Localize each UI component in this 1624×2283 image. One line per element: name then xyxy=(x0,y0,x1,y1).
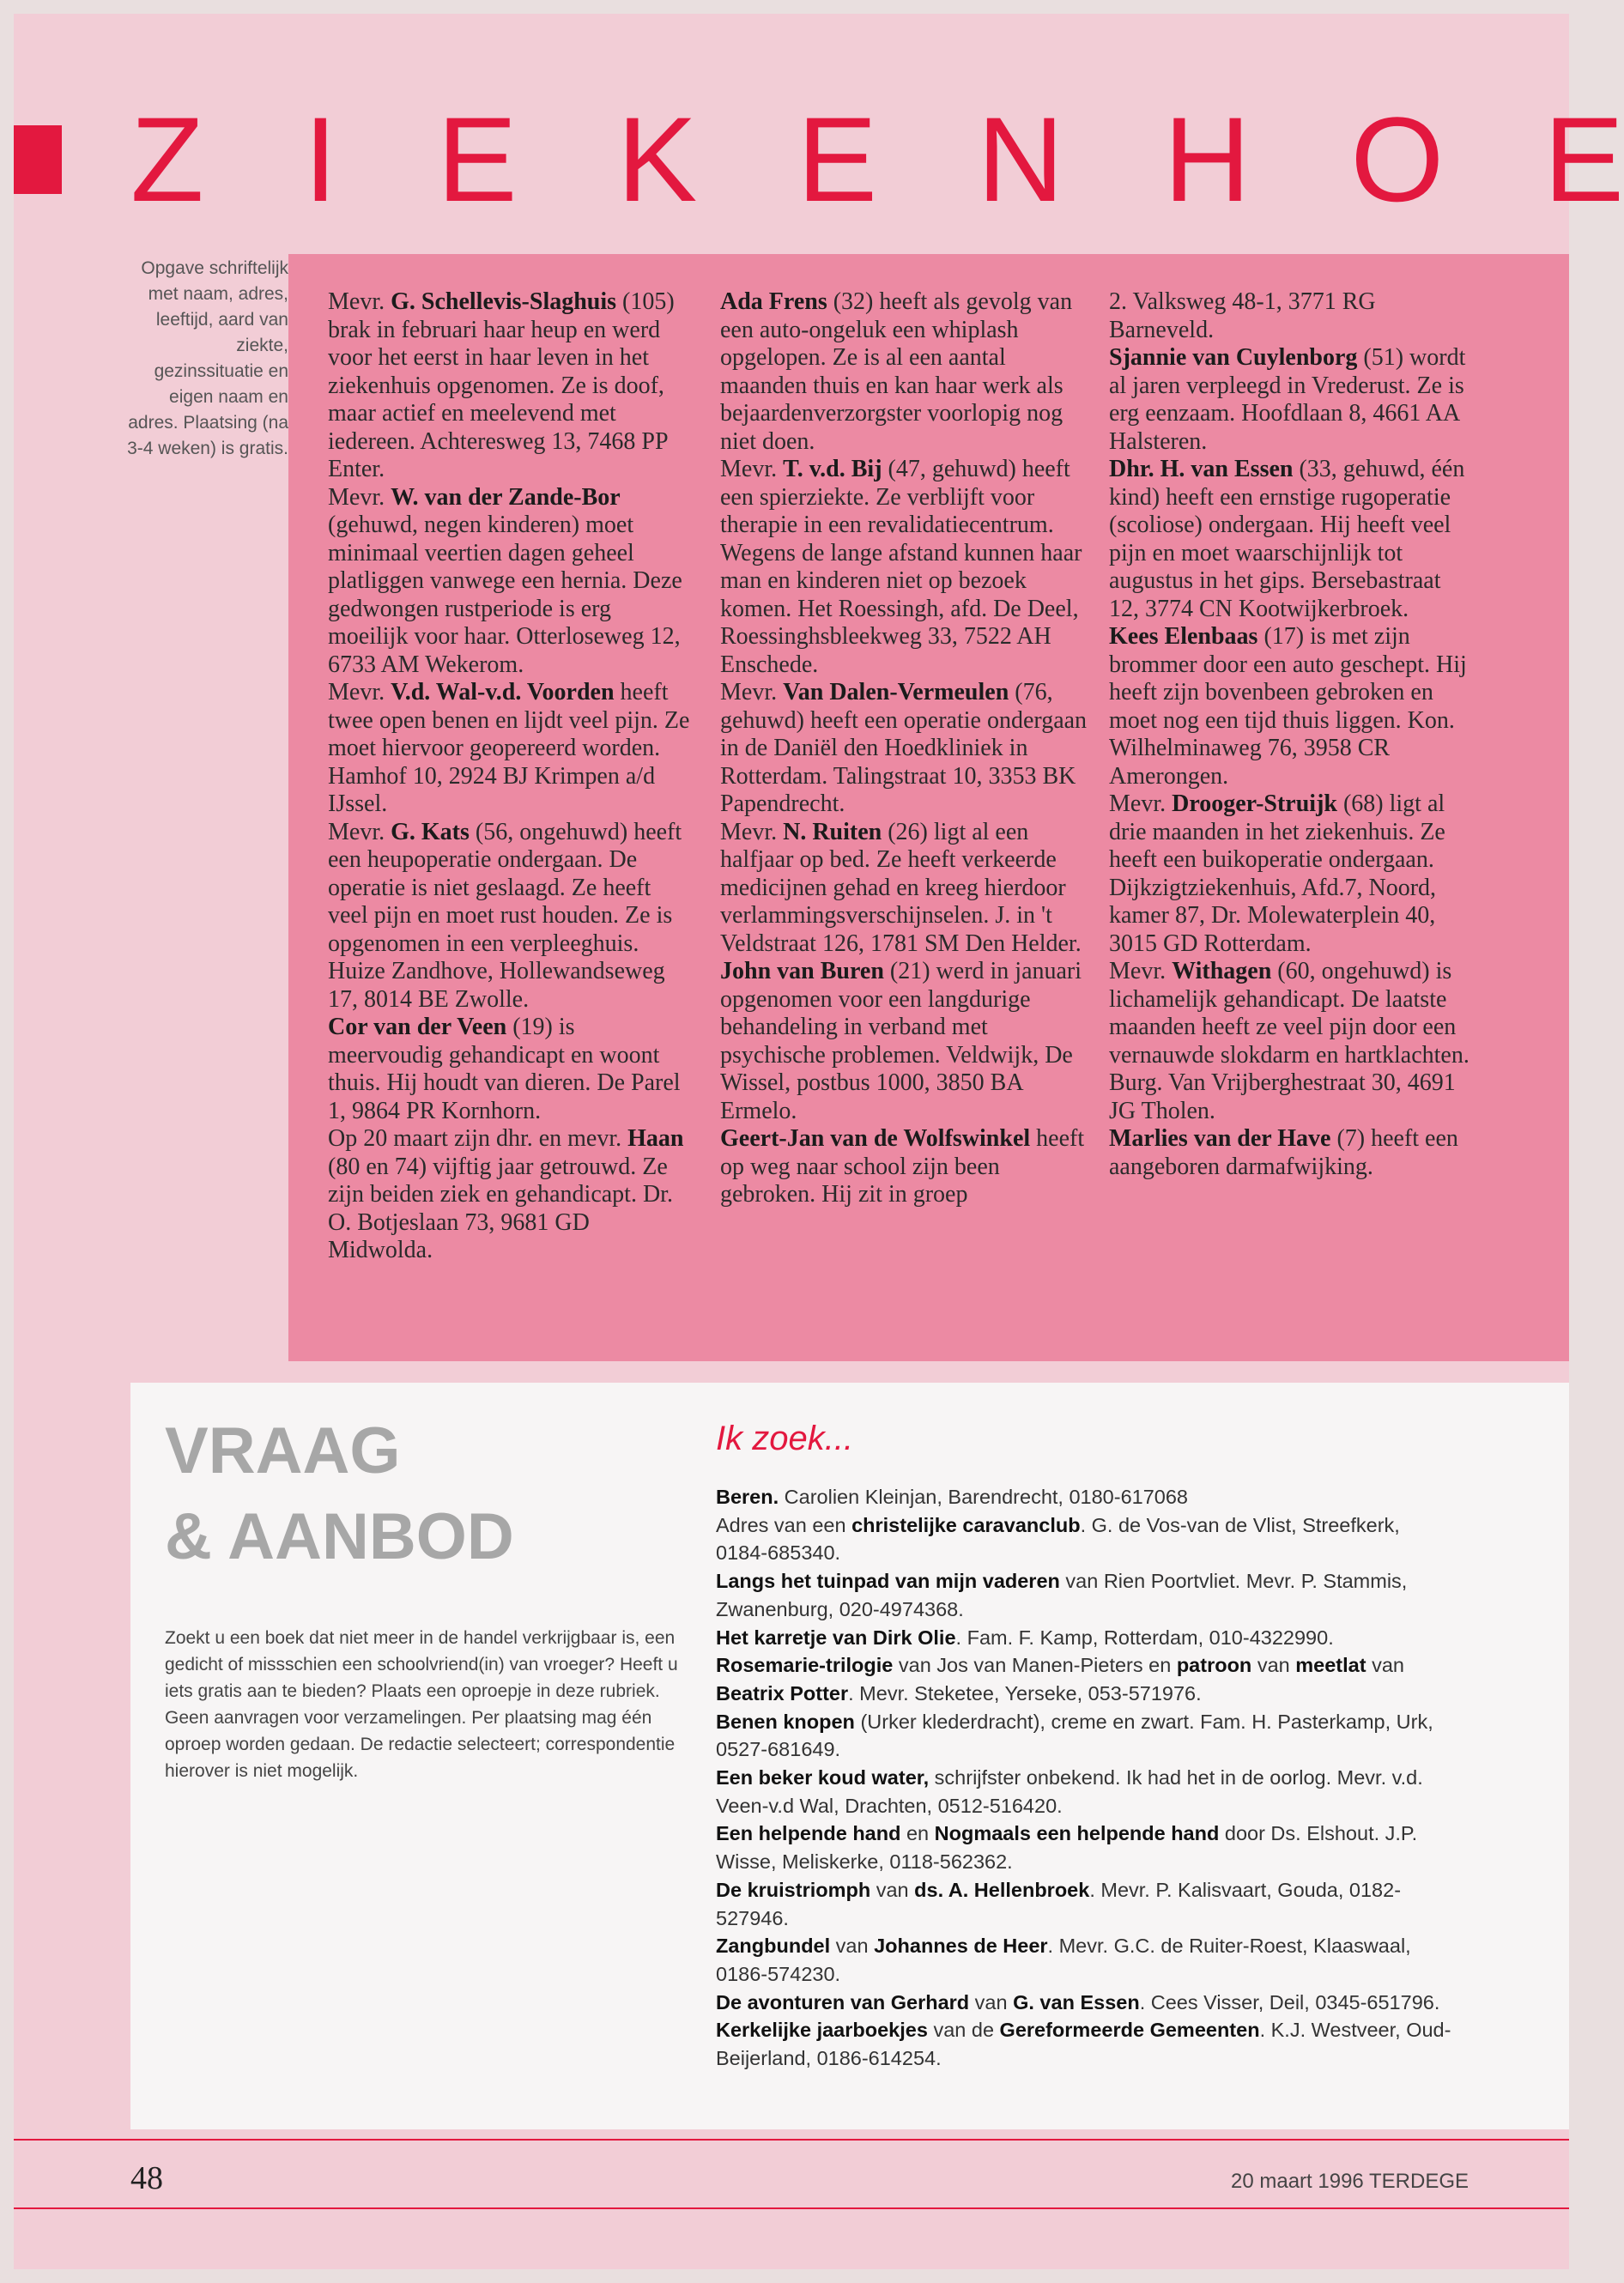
notice xyxy=(1109,456,1476,623)
listing-text: en xyxy=(900,1822,935,1845)
listing-item xyxy=(716,1624,1454,1652)
notice-text: Mevr. xyxy=(328,483,391,511)
listing-text: . Mevr. Steketee, Yerseke, 053-571976. xyxy=(848,1681,1202,1705)
listing-title: Gereformeerde Gemeenten xyxy=(999,2019,1260,2042)
notice-text: (51) wordt al jaren verpleegd in Vrederust. Ze is erg eenzaam. Hoofdlaan 8, 4661 AA Halsteren. xyxy=(1109,344,1466,455)
notice-name: Geert-Jan van de Wolfswinkel xyxy=(720,1125,1031,1152)
listing-text: door Ds. Elshout. J.P. Wisse, Meliskerke, 0118-562362. xyxy=(716,1822,1418,1874)
notice-text: (19) is meervoudig gehandicapt en woont thuis. Hij houdt van dieren. De Parel 1, 9864 PR Kornhorn. xyxy=(328,1014,681,1124)
listing-item xyxy=(716,1820,1454,1875)
notices-column-1 xyxy=(328,288,695,1265)
notice xyxy=(328,1125,695,1265)
listing-item xyxy=(716,1708,1454,1764)
listing-title: De avonturen van Gerhard xyxy=(716,1990,970,2014)
listing-title: Benen knopen xyxy=(716,1710,855,1733)
listing-text: . K.J. Westveer, Oud-Beijerland, 0186-614254. xyxy=(716,2019,1451,2070)
notice-text: (60, ongehuwd) is lichamelijk gehandicapt. De laatste maanden heeft ze veel pijn door een vernauwde slokdarm en hartklachten. Burg. Van Vrijberghestraat 30, 4691 JG Tholen. xyxy=(1109,958,1469,1124)
notice-name: G. Kats xyxy=(391,818,470,845)
listing-title: Kerkelijke jaarboekjes xyxy=(716,2019,928,2042)
notice xyxy=(720,456,1088,679)
notice-text: (105) brak in februari haar heup en werd voor het eerst in haar leven in het ziekenhuis opgenomen. Ze is doof, maar actief en meelevend met iedereen. Achteresweg 13, 7468 PP Enter. xyxy=(328,288,675,482)
notice-text: (76, gehuwd) heeft een operatie ondergaan in de Daniël den Hoedkliniek in Rotterdam. Talingstraat 10, 3353 BK Papendrecht. xyxy=(720,679,1088,817)
ik-zoek-heading: Ik zoek... xyxy=(716,1420,854,1457)
notice xyxy=(328,819,695,1014)
listing-text: van Jos van Manen-Pieters en xyxy=(893,1654,1177,1677)
listing-text: . G. de Vos-van de Vlist, Streefkerk, 0184-685340. xyxy=(716,1513,1400,1565)
title-line-1: VRAAG xyxy=(165,1414,401,1487)
notice xyxy=(720,819,1088,959)
listing-title: Johannes de Heer xyxy=(874,1935,1048,1958)
headline-letter: I xyxy=(303,92,337,227)
notice-text: Mevr. xyxy=(720,679,784,705)
listing-item xyxy=(716,1511,1454,1567)
notice-text: (7) heeft een aangeboren darmafwijking. xyxy=(1109,1125,1458,1180)
notice-name: N. Ruiten xyxy=(783,818,882,845)
listing-text: Adres van een xyxy=(716,1513,852,1536)
listing-text: van xyxy=(870,1878,915,1901)
notice-text: (21) werd in januari opgenomen voor een langdurige behandeling in verband met psychische problemen. Veldwijk, De Wissel, postbus 1000, 3850 BA Ermelo. xyxy=(720,958,1082,1124)
headline-letter: O xyxy=(1350,92,1445,227)
notice-text: Mevr. xyxy=(328,818,391,845)
listing-text: . Mevr. P. Kalisvaart, Gouda, 0182-527946. xyxy=(716,1878,1402,1929)
notice-text: (gehuwd, negen kinderen) moet minimaal veertien dagen geheel platliggen vanwege een hernia. Deze gedwongen rustperiode is erg moeilijk voor haar. Otterloseweg 12, 6733 AM Wekerom. xyxy=(328,512,682,678)
headline-ziekenhoek xyxy=(130,92,1624,227)
notices-column-3 xyxy=(1109,288,1476,1181)
listing-text: . Mevr. G.C. de Ruiter-Roest, Klaaswaal, 0186-574230. xyxy=(716,1935,1411,1985)
notice-text: (33, gehuwd, één kind) heeft een ernstige rugoperatie (scoliose) ondergaan. Hij heeft veel pijn en moet waarschijnlijk tot augustus in het gips. Bersebastraat 12, 3774 CN Kootwijkerbroek. xyxy=(1109,456,1465,622)
notice-name: Withagen xyxy=(1172,958,1272,984)
listing-item xyxy=(716,2016,1454,2072)
magazine-page xyxy=(14,14,1624,2269)
notice-name: V.d. Wal-v.d. Voorden xyxy=(391,679,615,705)
listing-title: Zangbundel xyxy=(716,1935,831,1958)
notice-name: Ada Frens xyxy=(720,288,827,315)
notice-text: 2. Valksweg 48-1, 3771 RG Barneveld. xyxy=(1109,288,1376,343)
headline-letter: E xyxy=(437,92,518,227)
notice-text: heeft op weg naar school zijn been gebroken. Hij zit in groep xyxy=(720,1125,1085,1208)
notice-name: Van Dalen-Vermeulen xyxy=(783,679,1009,705)
notice xyxy=(720,1125,1088,1209)
listing-title: Een beker koud water, xyxy=(716,1766,930,1789)
notice-text: (80 en 74) vijftig jaar getrouwd. Ze zijn beiden ziek en gehandicapt. Dr. O. Botjeslaan 73, 9681 GD Midwolda. xyxy=(328,1153,673,1263)
notices-column-2 xyxy=(720,288,1088,1209)
listing-text: schrijfster onbekend. Ik had het in de oorlog. Mevr. v.d. Veen-v.d Wal, Drachten, 0512-516420. xyxy=(716,1766,1423,1817)
notice xyxy=(328,288,695,484)
listing-title: patroon xyxy=(1176,1654,1252,1677)
notice-name: T. v.d. Bij xyxy=(783,456,882,482)
headline-letter: E xyxy=(1543,92,1624,227)
listing-text: van xyxy=(1251,1654,1296,1677)
notice-name: Cor van der Veen xyxy=(328,1014,507,1040)
notice xyxy=(328,679,695,819)
notice xyxy=(1109,623,1476,790)
notice-text: (68) ligt al drie maanden in het ziekenhuis. Ze heeft een buikoperatie ondergaan. Dijkzigtziekenhuis, Afd.7, Noord, kamer 87, Dr. Molewaterplein 40, 3015 GD Rotterdam. xyxy=(1109,790,1445,957)
submission-note: Opgave schriftelijk met naam, adres, leeftijd, aard van ziekte, gezinssituatie en eigen naam en adres. Plaatsing (na 3-4 weken) is gratis. xyxy=(127,258,288,458)
listing-text: van xyxy=(830,1935,875,1958)
notice-text: (56, ongehuwd) heeft een heupoperatie ondergaan. De operatie is niet geslaagd. Ze heeft veel pijn en moet rust houden. Ze is opgenomen in een verpleeghuis. Huize Zandhove, Hollewandseweg 17, 8014 BE Zwolle. xyxy=(328,818,682,1013)
notice-text: (32) heeft als gevolg van een auto-ongeluk een whiplash opgelopen. Ze is al een aantal maanden thuis en kan haar werk als bejaardenverzorgster voorlopig nog niet doen. xyxy=(720,288,1073,455)
notice xyxy=(1109,790,1476,958)
listing-title: ds. A. Hellenbroek xyxy=(914,1878,1090,1901)
headline-letter: E xyxy=(797,92,878,227)
listing-text: . Cees Visser, Deil, 0345-651796. xyxy=(1139,1990,1440,2014)
page-number: 48 xyxy=(130,2160,163,2196)
notice-name: John van Buren xyxy=(720,958,884,984)
notice-text: Mevr. xyxy=(328,288,391,315)
listing-text: (Urker klederdracht), creme en zwart. Fam. H. Pasterkamp, Urk, 0527-681649. xyxy=(716,1710,1433,1761)
listing-title: Beatrix Potter xyxy=(716,1681,849,1705)
notice xyxy=(720,288,1088,456)
notice xyxy=(1109,344,1476,456)
listing-item xyxy=(716,1567,1454,1623)
listing-item xyxy=(716,1876,1454,1932)
notice-name: W. van der Zande-Bor xyxy=(391,483,621,511)
listings xyxy=(716,1483,1454,2073)
red-square-marker xyxy=(14,125,62,194)
notice-text: Mevr. xyxy=(1109,958,1173,984)
notice xyxy=(328,1014,695,1125)
listing-item xyxy=(716,1932,1454,1988)
listing-title: Rosemarie-trilogie xyxy=(716,1654,894,1677)
listing-title: G. van Essen xyxy=(1013,1990,1140,2014)
notice-name: Dhr. H. van Essen xyxy=(1109,456,1294,482)
notice xyxy=(1109,1125,1476,1181)
listing-title: christelijke caravanclub xyxy=(851,1513,1081,1536)
headline-letter: K xyxy=(616,92,698,227)
listing-title: Nogmaals een helpende hand xyxy=(934,1822,1220,1845)
listing-text: Carolien Kleinjan, Barendrecht, 0180-617068 xyxy=(779,1486,1188,1508)
notice-name: Marlies van der Have xyxy=(1109,1125,1331,1152)
title-line-2: & AANBOD xyxy=(165,1500,514,1573)
listing-text: . Fam. F. Kamp, Rotterdam, 010-4322990. xyxy=(955,1626,1334,1649)
notice xyxy=(720,958,1088,1125)
headline-letter: H xyxy=(1163,92,1251,227)
notice-text: (17) is met zijn brommer door een auto geschept. Hij heeft zijn bovenbeen gebroken en moet nog een tijd thuis liggen. Kon. Wilhelminaweg 76, 3958 CR Amerongen. xyxy=(1109,623,1467,790)
notice-text: (26) ligt al een halfjaar op bed. Ze heeft verkeerde medicijnen gehad en kreeg hierdoor verlammingsverschijnselen. J. in 't Veldstraat 126, 1781 SM Den Helder. xyxy=(720,818,1082,957)
notice-text: Mevr. xyxy=(1109,790,1173,817)
vraag-aanbod-intro: Zoekt u een boek dat niet meer in de handel verkrijgbaar is, een gedicht of missschien een schoolvriend(in) van vroeger? Heeft u iets gratis aan te bieden? Plaats een oproepje in deze rubriek. Geen aanvragen voor verzamelingen. Per plaatsing mag één oproep worden gedaan. De redactie selecteert; correspondentie hierover is niet mogelijk. xyxy=(165,1628,678,1781)
notice xyxy=(1109,288,1476,344)
notice-text: Mevr. xyxy=(720,456,784,482)
listing-title: Het karretje van Dirk Olie xyxy=(716,1626,956,1649)
notice-name: G. Schellevis-Slaghuis xyxy=(391,288,617,315)
notice-text: Mevr. xyxy=(328,679,391,705)
listing-title: Een helpende hand xyxy=(716,1822,901,1845)
listing-title: De kruistriomph xyxy=(716,1878,871,1901)
footer-rule-bottom xyxy=(14,2207,1569,2209)
listing-title: meetlat xyxy=(1295,1654,1366,1677)
notice-text: heeft twee open benen en lijdt veel pijn. Ze moet hiervoor geopereerd worden. Hamhof 10, 2924 BJ Krimpen a/d IJssel. xyxy=(328,679,690,817)
listing-item xyxy=(716,1989,1454,2017)
notice xyxy=(720,679,1088,819)
listing-text: van xyxy=(1366,1654,1404,1677)
issue-date: 20 maart 1996 TERDEGE xyxy=(1231,2170,1469,2193)
listing-title: Langs het tuinpad van mijn vaderen xyxy=(716,1570,1060,1593)
notice-name: Drooger-Struijk xyxy=(1172,790,1337,817)
footer-rule-top xyxy=(14,2139,1569,2141)
listing-text: van Rien Poortvliet. Mevr. P. Stammis, Zwanenburg, 020-4974368. xyxy=(716,1570,1408,1620)
listing-text: van xyxy=(969,1990,1014,2014)
listing-text: van de xyxy=(927,2019,1000,2042)
listing-item xyxy=(716,1651,1454,1707)
listing-item xyxy=(716,1764,1454,1820)
listing-item xyxy=(716,1483,1454,1511)
listing-title: Beren. xyxy=(716,1486,779,1508)
notice-text: Op 20 maart zijn dhr. en mevr. xyxy=(328,1125,628,1152)
headline-letter: N xyxy=(977,92,1064,227)
vraag-aanbod-title xyxy=(165,1408,514,1580)
notice-name: Kees Elenbaas xyxy=(1109,623,1258,650)
notice-text: Mevr. xyxy=(720,818,784,845)
notice-name: Sjannie van Cuylenborg xyxy=(1109,344,1358,371)
headline-letter: Z xyxy=(130,92,204,227)
notice xyxy=(1109,958,1476,1125)
notice-name: Haan xyxy=(627,1125,684,1152)
notice-text: (47, gehuwd) heeft een spierziekte. Ze verblijft voor therapie in een revalidatiecentrum. Wegens de lange afstand kunnen haar man en kinderen niet op bezoek komen. Het Roessingh, afd. De Deel, Roessinghsbleekweg 33, 7522 AH Enschede. xyxy=(720,456,1082,678)
notice xyxy=(328,484,695,680)
